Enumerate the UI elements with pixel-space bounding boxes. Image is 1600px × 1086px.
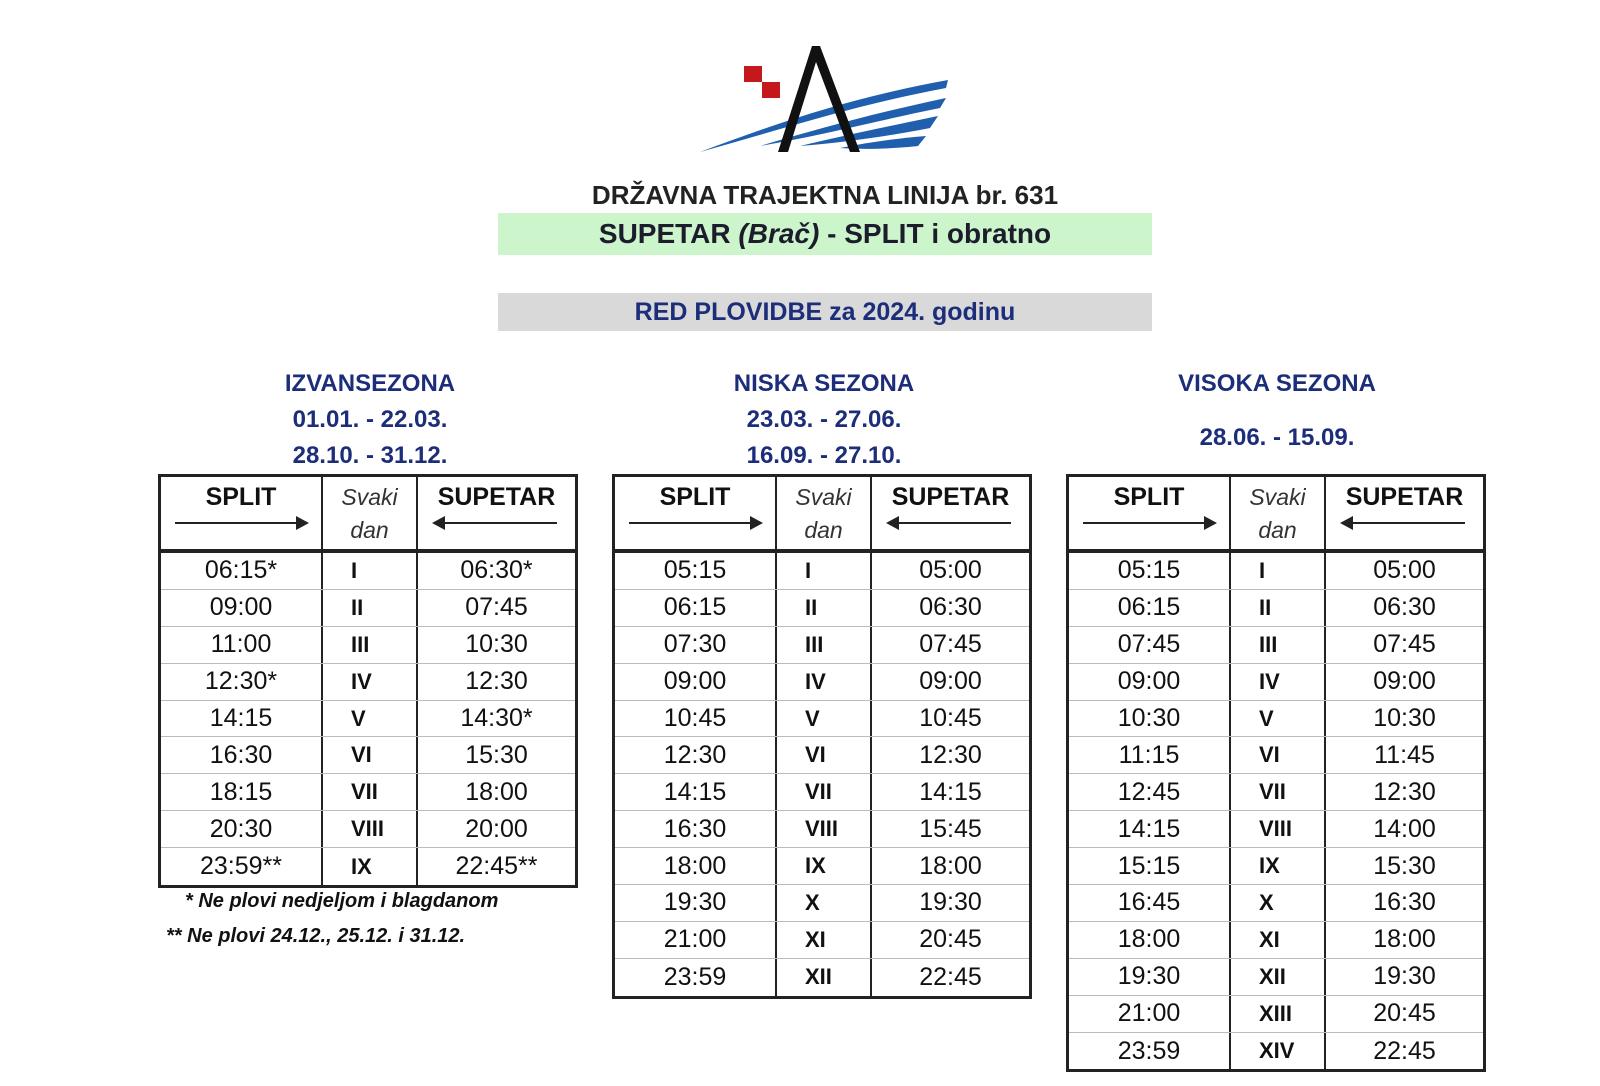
season-period: 28.10. - 31.12. [292,442,448,469]
departure-split: 16:30 [161,737,323,773]
departure-split: 16:30 [615,811,777,847]
departure-split: 05:15 [1069,553,1231,589]
departure-number: IX [777,848,872,884]
table-row [161,590,575,627]
departure-split: 09:00 [615,664,777,700]
departure-supetar: 09:00 [1373,667,1436,696]
departure-supetar: 20:45 [919,925,982,954]
arrow-right-icon [175,522,297,524]
departure-number: VIII [1231,811,1326,847]
table-row [615,848,1029,885]
departure-supetar: 18:00 [465,777,528,806]
departure-number: VII [323,774,418,810]
table-row [161,553,575,590]
table-row [161,848,575,885]
departure-number: IX [323,848,418,885]
departure-supetar: 19:30 [1373,962,1436,991]
departure-supetar: 15:30 [1373,851,1436,880]
arrow-right-icon [629,522,751,524]
departure-number: VI [323,737,418,773]
season-period: 16.09. - 27.10. [746,442,902,469]
departure-number: II [1231,590,1326,626]
departure-number: III [1231,627,1326,663]
header-cell-day [1231,477,1326,549]
table-row [615,885,1029,922]
table-row [161,664,575,701]
day-word-2: dan [350,517,389,543]
day-label [1231,481,1324,547]
table-row [161,811,575,848]
header-cell-supetar [418,477,575,549]
departure-number: I [777,553,872,589]
departure-split: 06:15 [1069,590,1231,626]
port-label-supetar: SUPETAR [891,483,1010,511]
departure-supetar: 07:45 [465,593,528,622]
table-row [615,774,1029,811]
arrow-left-icon [444,522,557,524]
departure-number: XI [1231,922,1326,958]
departure-number: III [323,627,418,663]
departure-supetar: 15:45 [919,814,982,843]
table-row [615,811,1029,848]
departure-split: 23:59 [615,959,777,996]
route-part-1: SUPETAR [598,218,739,249]
departure-number: VIII [323,811,418,847]
port-label-supetar: SUPETAR [437,483,556,511]
season-period: 28.06. - 15.09. [1199,424,1355,451]
table-row [615,701,1029,738]
header-cell-day [777,477,872,549]
table-row [1069,590,1483,627]
table-row [1069,996,1483,1033]
table-row [615,553,1029,590]
departure-number: XIV [1231,1033,1326,1070]
departure-number: XII [1231,959,1326,995]
table-row [1069,774,1483,811]
day-word-1: Svaki [341,484,398,510]
departure-supetar: 14:30* [460,704,533,732]
departure-supetar: 14:15 [919,777,982,806]
table-row [161,627,575,664]
departure-split: 14:15 [615,774,777,810]
departure-number: XII [777,959,872,996]
season-title: IZVANSEZONA [284,370,456,397]
arrow-right-icon [1083,522,1205,524]
departure-split: 23:59** [161,848,323,885]
departure-split: 11:15 [1069,737,1231,773]
departure-number: VII [777,774,872,810]
departure-split: 06:15 [615,590,777,626]
departure-split: 15:15 [1069,848,1231,884]
table-row [1069,553,1483,590]
table-row [1069,848,1483,885]
departure-supetar: 06:30* [460,556,533,585]
ferry-agency-logo-icon [700,42,948,160]
departure-supetar: 05:00 [1373,556,1436,585]
departure-split: 07:45 [1069,627,1231,663]
departure-split: 18:00 [615,848,777,884]
route-part-2: - SPLIT i obratno [819,218,1052,249]
departure-supetar: 18:00 [1373,925,1436,954]
departure-split: 05:15 [615,553,777,589]
header-cell-supetar [872,477,1029,549]
departure-supetar: 06:30 [919,593,982,622]
departure-supetar: 16:30 [1373,888,1436,917]
table-row [615,737,1029,774]
header-cell-split [161,477,323,549]
departure-supetar: 10:30 [465,630,528,659]
season-title: NISKA SEZONA [733,370,915,397]
departure-number: VI [777,737,872,773]
header-cell-split [1069,477,1231,549]
table-header [1069,477,1483,553]
header-cell-supetar [1326,477,1483,549]
departure-split: 09:00 [161,590,323,626]
departure-supetar: 05:00 [919,556,982,585]
departure-split: 12:45 [1069,774,1231,810]
season-title: VISOKA SEZONA [1178,370,1376,397]
departure-split: 18:15 [161,774,323,810]
table-row [1069,1033,1483,1070]
departure-split: 21:00 [1069,996,1231,1032]
departure-split: 19:30 [1069,959,1231,995]
departure-split: 12:30* [161,664,323,700]
route-title [498,213,1152,255]
table-header [615,477,1029,553]
footnote-sunday-holiday: * Ne plovi nedjeljom i blagdanom [185,890,499,912]
departure-number: VII [1231,774,1326,810]
day-word-1: Svaki [795,484,852,510]
departure-supetar: 10:30 [1373,704,1436,732]
table-row [615,959,1029,996]
season-header-izvansezona [160,366,580,474]
departure-supetar: 12:30 [1373,777,1436,806]
departure-supetar: 20:45 [1373,999,1436,1028]
departure-split: 19:30 [615,885,777,921]
departure-split: 10:45 [615,701,777,737]
table-row [1069,885,1483,922]
route-place: (Brač) [738,218,820,249]
port-label-split: SPLIT [205,483,277,511]
line-title: DRŽAVNA TRAJEKTNA LINIJA br. 631 [591,180,1059,210]
ferry-agency-logo [700,42,948,160]
departure-number: V [323,701,418,737]
day-label [777,481,870,547]
departure-split: 21:00 [615,922,777,958]
departure-split: 16:45 [1069,885,1231,921]
day-word-1: Svaki [1249,484,1306,510]
timetable-izvansezona [158,474,578,888]
table-row [615,664,1029,701]
departure-supetar: 12:30 [465,667,528,696]
departure-supetar: 19:30 [919,888,982,917]
departure-number: XIII [1231,996,1326,1032]
departure-number: IV [777,664,872,700]
departure-supetar: 07:45 [919,630,982,659]
departure-split: 11:00 [161,627,323,663]
header-cell-day [323,477,418,549]
footnote-december-dates: ** Ne plovi 24.12., 25.12. i 31.12. [166,925,466,947]
departure-number: IX [1231,848,1326,884]
timetable-niska-sezona [612,474,1032,999]
table-row [1069,627,1483,664]
departure-number: VI [1231,737,1326,773]
departure-supetar: 12:30 [919,740,982,769]
day-label [323,481,416,547]
departure-supetar: 22:45 [1373,1036,1436,1065]
table-row [1069,922,1483,959]
departure-split: 23:59 [1069,1033,1231,1070]
departure-number: X [777,885,872,921]
departure-supetar: 18:00 [919,851,982,880]
table-body [161,553,575,885]
table-row [1069,959,1483,996]
departure-number: IV [323,664,418,700]
departure-split: 10:30 [1069,701,1231,737]
season-header-visoka-sezona [1067,366,1487,456]
table-row [1069,701,1483,738]
departure-supetar: 10:45 [919,704,982,732]
departure-supetar: 22:45** [455,852,538,881]
schedule-title: RED PLOVIDBE za 2024. godinu [498,293,1152,331]
departure-split: 09:00 [1069,664,1231,700]
departure-split: 12:30 [615,737,777,773]
departure-split: 14:15 [1069,811,1231,847]
timetable-visoka-sezona [1066,474,1486,1072]
port-label-split: SPLIT [659,483,731,511]
departure-split: 18:00 [1069,922,1231,958]
departure-number: X [1231,885,1326,921]
departure-supetar: 22:45 [919,962,982,991]
table-row [615,627,1029,664]
table-body [1069,553,1483,1069]
departure-number: VIII [777,811,872,847]
table-row [1069,811,1483,848]
departure-split: 07:30 [615,627,777,663]
arrow-left-icon [898,522,1011,524]
departure-number: II [323,590,418,626]
table-row [161,701,575,738]
table-body [615,553,1029,996]
departure-supetar: 20:00 [465,814,528,843]
departure-split: 06:15* [161,553,323,589]
departure-supetar: 07:45 [1373,630,1436,659]
season-header-niska-sezona [614,366,1034,474]
departure-number: II [777,590,872,626]
header-cell-split [615,477,777,549]
departure-number: III [777,627,872,663]
departure-number: IV [1231,664,1326,700]
departure-supetar: 15:30 [465,740,528,769]
port-label-supetar: SUPETAR [1345,483,1464,511]
arrow-left-icon [1352,522,1465,524]
season-period: 01.01. - 22.03. [292,406,448,433]
departure-supetar: 06:30 [1373,593,1436,622]
departure-number: XI [777,922,872,958]
table-row [1069,664,1483,701]
table-row [615,922,1029,959]
departure-number: V [1231,701,1326,737]
departure-split: 14:15 [161,701,323,737]
table-row [161,774,575,811]
table-row [615,590,1029,627]
departure-number: V [777,701,872,737]
table-header [161,477,575,553]
departure-split: 20:30 [161,811,323,847]
departure-number: I [1231,553,1326,589]
departure-number: I [323,553,418,589]
season-period: 23.03. - 27.06. [746,406,902,433]
day-word-2: dan [804,517,843,543]
departure-supetar: 09:00 [919,667,982,696]
table-row [1069,737,1483,774]
day-word-2: dan [1258,517,1297,543]
port-label-split: SPLIT [1113,483,1185,511]
departure-supetar: 11:45 [1374,740,1435,769]
table-row [161,737,575,774]
departure-supetar: 14:00 [1373,814,1436,843]
